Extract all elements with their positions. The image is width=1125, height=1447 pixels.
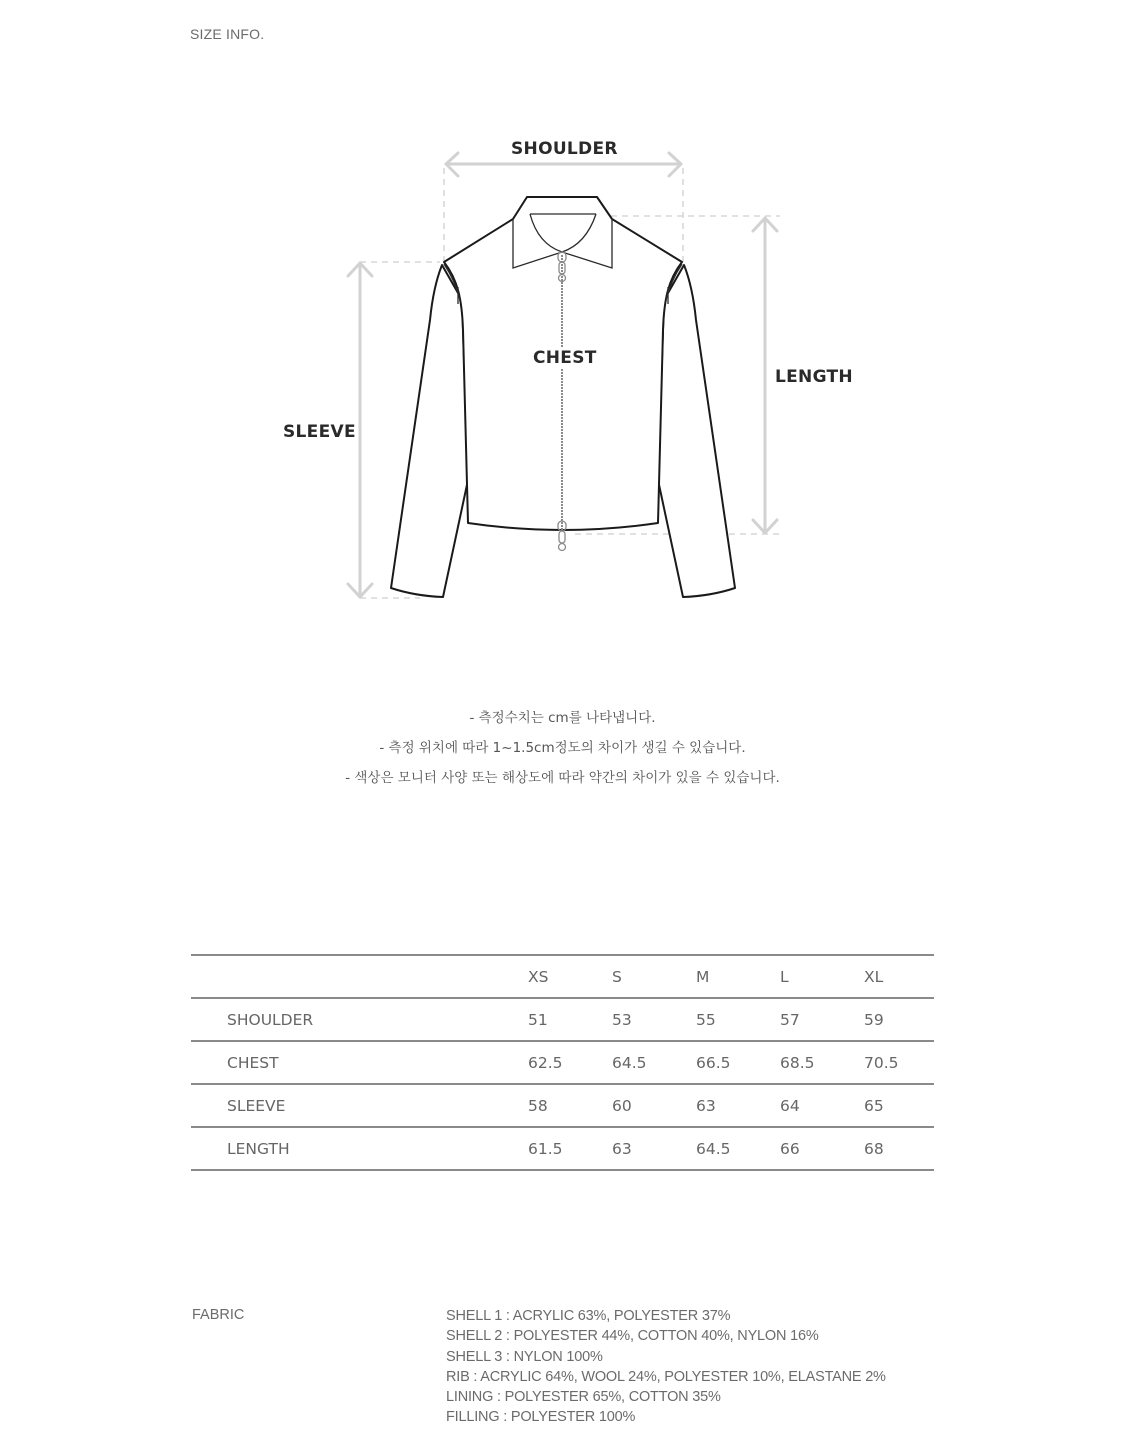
table-cell: 60 bbox=[612, 1096, 632, 1115]
note-line: - 측정 위치에 따라 1~1.5cm정도의 차이가 생길 수 있습니다. bbox=[379, 740, 746, 756]
fabric-composition-list bbox=[446, 1306, 886, 1428]
table-cell: 68.5 bbox=[780, 1053, 815, 1072]
table-row-shoulder bbox=[191, 998, 934, 1041]
fabric-line-lining: LINING : POLYESTER 65%, COTTON 35% bbox=[446, 1389, 721, 1406]
table-cell: 70.5 bbox=[864, 1053, 899, 1072]
table-header-row bbox=[191, 955, 934, 998]
table-cell: 68 bbox=[864, 1139, 884, 1158]
table-cell: 53 bbox=[612, 1010, 632, 1029]
row-label: SLEEVE bbox=[227, 1096, 286, 1115]
row-label: CHEST bbox=[227, 1053, 279, 1072]
table-cell: 59 bbox=[864, 1010, 884, 1029]
length-label: LENGTH bbox=[775, 367, 853, 387]
note-line: - 색상은 모니터 사양 또는 해상도에 따라 약간의 차이가 있을 수 있습니다. bbox=[345, 770, 780, 786]
fabric-label: FABRIC bbox=[192, 1307, 245, 1323]
shoulder-label: SHOULDER bbox=[511, 139, 618, 159]
table-cell: 63 bbox=[696, 1096, 716, 1115]
fabric-line-shell-3: SHELL 3 : NYLON 100% bbox=[446, 1348, 603, 1365]
table-cell: 64.5 bbox=[612, 1053, 647, 1072]
table-cell: 51 bbox=[528, 1010, 548, 1029]
row-label: LENGTH bbox=[227, 1139, 290, 1158]
column-header-xl: XL bbox=[864, 967, 884, 986]
table-cell: 64.5 bbox=[696, 1139, 731, 1158]
table-cell: 65 bbox=[864, 1096, 884, 1115]
fabric-line-rib: RIB : ACRYLIC 64%, WOOL 24%, POLYESTER 10%, ELASTANE 2% bbox=[446, 1368, 886, 1385]
size-table bbox=[191, 954, 934, 1171]
section-label: SIZE INFO. bbox=[190, 26, 265, 42]
jacket-illustration bbox=[0, 0, 1125, 640]
fabric-line-shell-2: SHELL 2 : POLYESTER 44%, COTTON 40%, NYLON 16% bbox=[446, 1328, 819, 1345]
column-header-xs: XS bbox=[528, 967, 549, 986]
table-cell: 62.5 bbox=[528, 1053, 563, 1072]
table-cell: 61.5 bbox=[528, 1139, 563, 1158]
fabric-line-filling: FILLING : POLYESTER 100% bbox=[446, 1409, 636, 1426]
table-cell: 64 bbox=[780, 1096, 800, 1115]
table-row-length bbox=[191, 1127, 934, 1170]
column-header bbox=[191, 955, 528, 998]
table-cell: 55 bbox=[696, 1010, 716, 1029]
table-cell: 63 bbox=[612, 1139, 632, 1158]
table-cell: 58 bbox=[528, 1096, 548, 1115]
note-line: - 측정수치는 cm를 나타냅니다. bbox=[469, 710, 656, 726]
measurement-notes bbox=[0, 703, 1125, 793]
row-label: SHOULDER bbox=[227, 1010, 314, 1029]
table-row-chest bbox=[191, 1041, 934, 1084]
table-cell: 66 bbox=[780, 1139, 800, 1158]
fabric-line-shell-1: SHELL 1 : ACRYLIC 63%, POLYESTER 37% bbox=[446, 1308, 731, 1324]
table-cell: 57 bbox=[780, 1010, 800, 1029]
table-row-sleeve bbox=[191, 1084, 934, 1127]
sleeve-label: SLEEVE bbox=[283, 422, 356, 442]
table-cell: 66.5 bbox=[696, 1053, 731, 1072]
column-header-s: S bbox=[612, 967, 622, 986]
column-header-l: L bbox=[780, 967, 789, 986]
jacket-measurement-diagram bbox=[0, 0, 1125, 640]
chest-label: CHEST bbox=[533, 348, 597, 368]
column-header-m: M bbox=[696, 967, 710, 986]
